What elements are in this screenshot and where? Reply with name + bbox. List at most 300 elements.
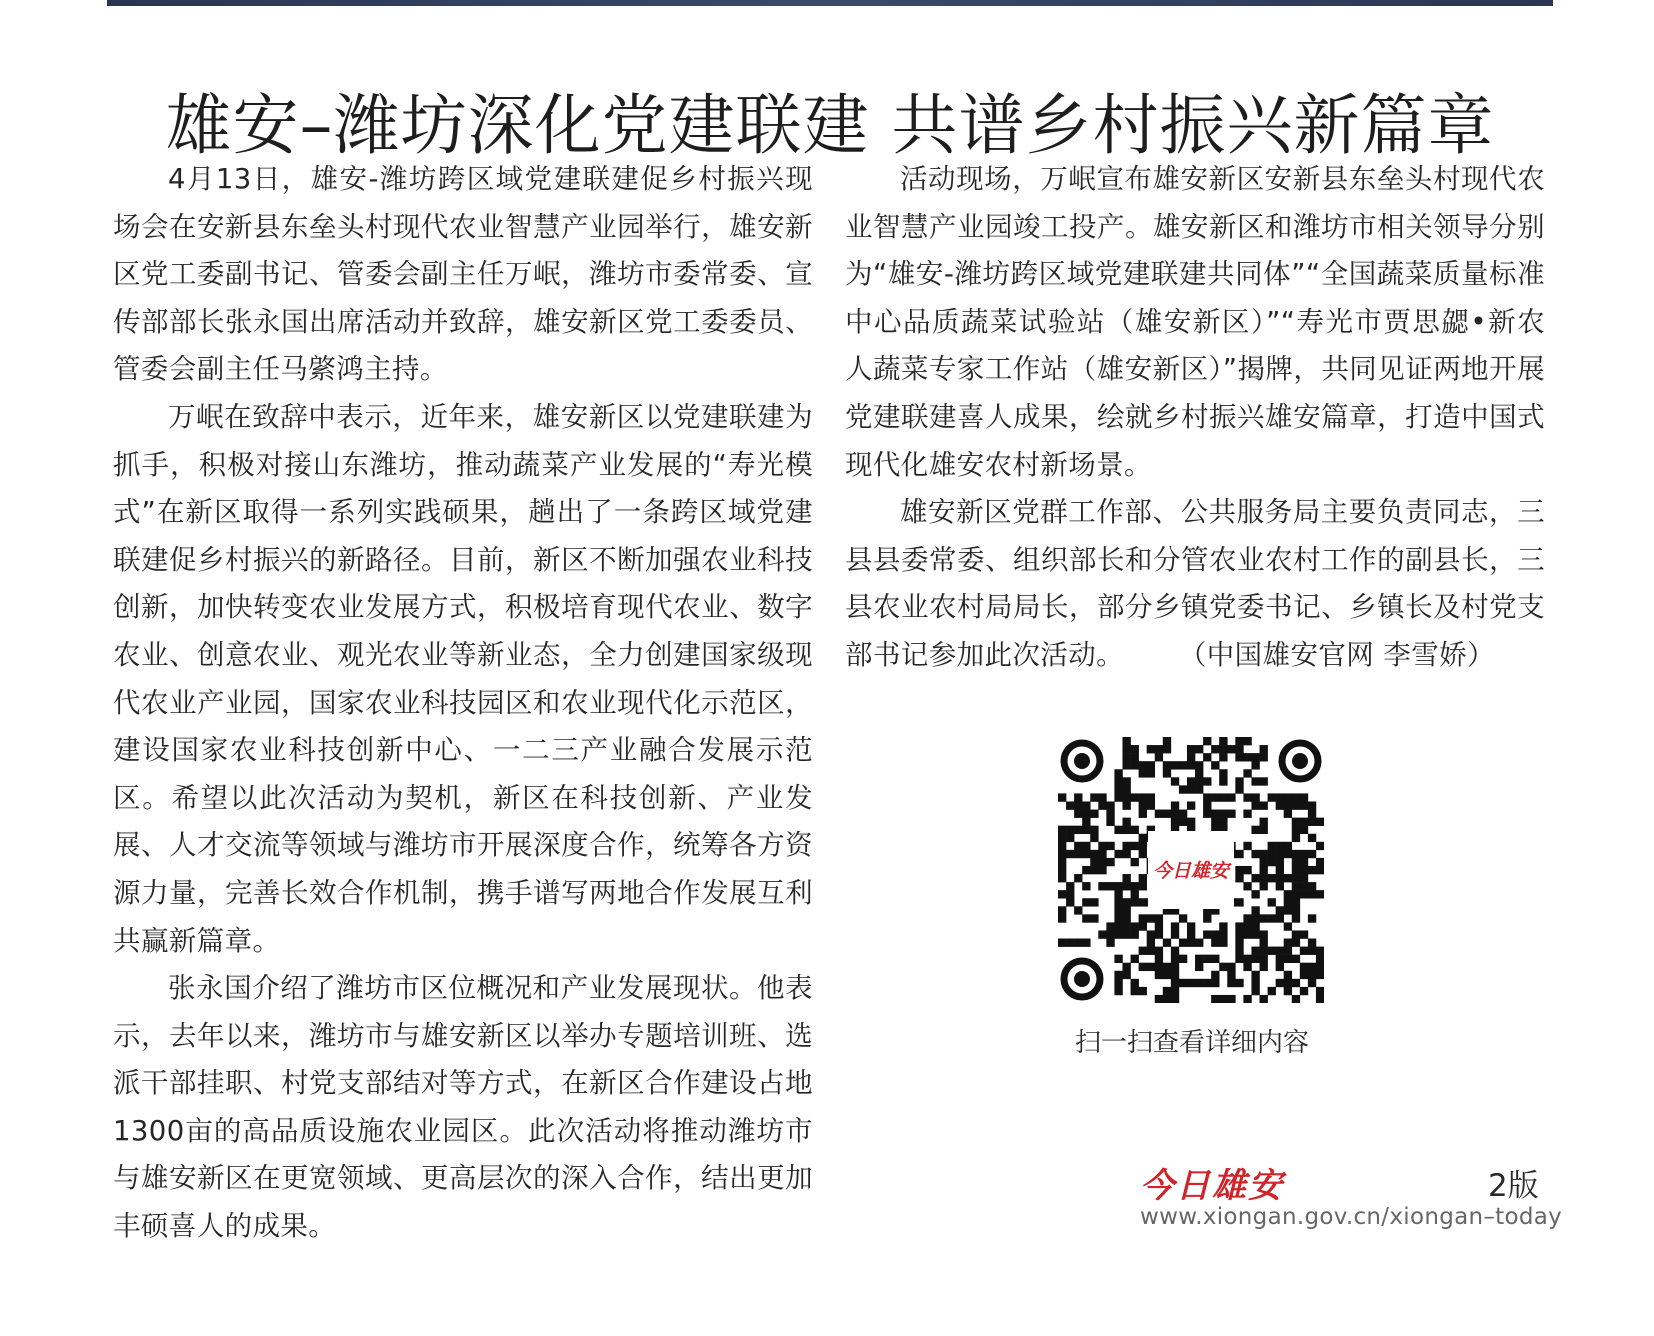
qr-module (1260, 955, 1268, 963)
qr-module (1316, 858, 1324, 866)
qr-module (1139, 963, 1147, 971)
qr-module (1300, 987, 1308, 995)
qr-module (1260, 930, 1268, 938)
qr-module (1114, 987, 1122, 995)
qr-module (1227, 810, 1235, 818)
qr-module (1219, 939, 1227, 947)
qr-module (1179, 955, 1187, 963)
qr-module (1260, 858, 1268, 866)
qr-module (1187, 761, 1195, 769)
qr-module (1139, 850, 1147, 858)
qr-module (1316, 947, 1324, 955)
qr-module (1308, 971, 1316, 979)
qr-module (1171, 971, 1179, 979)
qr-module (1131, 898, 1139, 906)
qr-module (1163, 737, 1171, 745)
qr-module (1300, 858, 1308, 866)
qr-module (1155, 753, 1163, 761)
qr-module (1308, 979, 1316, 987)
qr-module (1300, 963, 1308, 971)
qr-module (1284, 801, 1292, 809)
qr-module (1243, 810, 1251, 818)
qr-module (1316, 818, 1324, 826)
qr-module (1114, 914, 1122, 922)
qr-module (1147, 761, 1155, 769)
qr-module (1195, 745, 1203, 753)
qr-module (1276, 842, 1284, 850)
qr-module (1098, 866, 1106, 874)
qr-module (1131, 745, 1139, 753)
qr-module (1235, 930, 1243, 938)
qr-module (1187, 939, 1195, 947)
qr-module (1098, 793, 1106, 801)
qr-module (1114, 955, 1122, 963)
qr-module (1300, 874, 1308, 882)
qr-module (1090, 858, 1098, 866)
qr-module (1260, 947, 1268, 955)
qr-module (1131, 858, 1139, 866)
qr-module (1292, 818, 1300, 826)
qr-module (1235, 866, 1243, 874)
qr-module (1122, 793, 1130, 801)
qr-module (1235, 850, 1243, 858)
qr-module (1179, 914, 1187, 922)
qr-module (1187, 801, 1195, 809)
qr-module (1284, 890, 1292, 898)
publication-logo: 今日雄安 (1140, 1166, 1284, 1206)
qr-module (1163, 971, 1171, 979)
qr-module (1203, 810, 1211, 818)
qr-module (1171, 930, 1179, 938)
qr-module (1251, 971, 1259, 979)
qr-module (1187, 753, 1195, 761)
qr-module (1171, 761, 1179, 769)
qr-module (1090, 793, 1098, 801)
qr-module (1098, 858, 1106, 866)
qr-module (1171, 987, 1179, 995)
qr-module (1284, 971, 1292, 979)
qr-module (1268, 874, 1276, 882)
qr-module (1106, 818, 1114, 826)
qr-module (1139, 874, 1147, 882)
qr-module (1090, 826, 1098, 834)
qr-module (1131, 842, 1139, 850)
qr-module (1268, 914, 1276, 922)
qr-module (1171, 801, 1179, 809)
qr-module (1292, 930, 1300, 938)
qr-module (1155, 914, 1163, 922)
qr-module (1074, 850, 1082, 858)
qr-module (1308, 947, 1316, 955)
qr-module (1114, 898, 1122, 906)
qr-module (1203, 955, 1211, 963)
qr-module (1292, 939, 1300, 947)
qr-module (1122, 906, 1130, 914)
qr-module (1171, 979, 1179, 987)
qr-module (1163, 810, 1171, 818)
qr-module (1284, 922, 1292, 930)
qr-module (1235, 777, 1243, 785)
qr-module (1139, 769, 1147, 777)
qr-module (1187, 922, 1195, 930)
qr-module (1114, 906, 1122, 914)
qr-module (1082, 801, 1090, 809)
qr-module (1316, 955, 1324, 963)
qr-module (1260, 818, 1268, 826)
qr-module (1106, 858, 1114, 866)
qr-module (1195, 777, 1203, 785)
qr-module (1203, 914, 1211, 922)
qr-module (1203, 777, 1211, 785)
qr-module (1139, 793, 1147, 801)
qr-module (1147, 914, 1155, 922)
qr-module (1179, 979, 1187, 987)
qr-module (1098, 930, 1106, 938)
qr-module (1292, 914, 1300, 922)
qr-module (1082, 818, 1090, 826)
qr-module (1235, 922, 1243, 930)
qr-module (1235, 898, 1243, 906)
qr-module (1122, 785, 1130, 793)
paragraph-closing (845, 489, 1545, 679)
qr-module (1292, 834, 1300, 842)
qr-module (1276, 914, 1284, 922)
qr-module (1131, 979, 1139, 987)
qr-module (1284, 979, 1292, 987)
qr-module (1163, 987, 1171, 995)
qr-module (1074, 801, 1082, 809)
source-credit-text: （中国雄安官网 李雪娇） (1178, 638, 1495, 671)
qr-module (1243, 914, 1251, 922)
qr-module (1292, 906, 1300, 914)
qr-module (1316, 842, 1324, 850)
qr-module (1268, 858, 1276, 866)
qr-module (1243, 753, 1251, 761)
qr-module (1219, 777, 1227, 785)
website-url[interactable]: www.xiongan.gov.cn/xiongan–today (1140, 1204, 1563, 1230)
qr-module (1195, 761, 1203, 769)
qr-module (1163, 939, 1171, 947)
qr-module (1308, 818, 1316, 826)
qr-module (1122, 971, 1130, 979)
qr-module (1219, 963, 1227, 971)
qr-module (1122, 963, 1130, 971)
qr-module (1082, 882, 1090, 890)
qr-module (1122, 745, 1130, 753)
qr-module (1284, 874, 1292, 882)
qr-module (1139, 898, 1147, 906)
qr-module (1171, 777, 1179, 785)
qr-module (1284, 850, 1292, 858)
qr-module (1058, 858, 1066, 866)
qr-module (1203, 801, 1211, 809)
qr-module (1155, 922, 1163, 930)
qr-module (1308, 939, 1316, 947)
qr-module (1276, 793, 1284, 801)
qr-module (1251, 801, 1259, 809)
qr-module (1114, 890, 1122, 898)
qr-module (1227, 745, 1235, 753)
qr-module (1308, 850, 1316, 858)
qr-module (1066, 850, 1074, 858)
qr-module (1308, 890, 1316, 898)
qr-module (1243, 922, 1251, 930)
qr-module (1106, 922, 1114, 930)
qr-module (1211, 995, 1219, 1003)
qr-module (1211, 971, 1219, 979)
qr-module (1131, 890, 1139, 898)
qr-module (1106, 810, 1114, 818)
qr-module (1308, 882, 1316, 890)
qr-module (1131, 930, 1139, 938)
qr-module (1276, 882, 1284, 890)
qr-module (1300, 818, 1308, 826)
qr-module (1251, 922, 1259, 930)
qr-module (1114, 922, 1122, 930)
qr-module (1300, 890, 1308, 898)
qr-module (1155, 971, 1163, 979)
article-column-left (113, 156, 813, 1251)
qr-module (1155, 995, 1163, 1003)
qr-module (1187, 979, 1195, 987)
qr-module (1139, 914, 1147, 922)
qr-module (1284, 939, 1292, 947)
qr-module (1292, 890, 1300, 898)
qr-module (1058, 834, 1066, 842)
qr-module (1219, 922, 1227, 930)
qr-module (1300, 801, 1308, 809)
qr-module (1058, 906, 1066, 914)
qr-module (1203, 753, 1211, 761)
qr-module (1292, 850, 1300, 858)
paragraph: 4月13日，雄安-潍坊跨区域党建联建促乡村振兴现场会在安新县东垒头村现代农业智慧产业园举行，雄安新区党工委副书记、管委会副主任万岷，潍坊市委常委、宣传部部长张永国出席活动并致辞，雄安新区党工委委员、管委会副主任马綮鸿主持。 (113, 163, 813, 386)
qr-module (1260, 826, 1268, 834)
qr-module (1235, 737, 1243, 745)
qr-module (1179, 810, 1187, 818)
qr-module (1227, 793, 1235, 801)
qr-module (1316, 987, 1324, 995)
qr-module (1276, 850, 1284, 858)
qr-module (1147, 793, 1155, 801)
qr-module (1268, 842, 1276, 850)
qr-module (1147, 745, 1155, 753)
qr-module (1316, 971, 1324, 979)
qr-module (1235, 745, 1243, 753)
qr-module (1147, 930, 1155, 938)
qr-module (1195, 939, 1203, 947)
qr-module (1300, 947, 1308, 955)
qr-module (1074, 842, 1082, 850)
qr-module (1251, 850, 1259, 858)
qr-module (1219, 818, 1227, 826)
qr-module (1122, 882, 1130, 890)
qr-module (1058, 850, 1066, 858)
qr-module (1260, 850, 1268, 858)
qr-module (1219, 753, 1227, 761)
qr-module (1268, 987, 1276, 995)
qr-module (1122, 737, 1130, 745)
qr-module (1243, 842, 1251, 850)
qr-module (1066, 834, 1074, 842)
qr-module (1211, 818, 1219, 826)
qr-module (1195, 963, 1203, 971)
qr-module (1131, 882, 1139, 890)
qr-module (1260, 874, 1268, 882)
qr-module (1251, 761, 1259, 769)
qr-module (1292, 826, 1300, 834)
qr-module (1243, 737, 1251, 745)
qr-module (1251, 874, 1259, 882)
qr-module (1251, 987, 1259, 995)
qr-module (1171, 922, 1179, 930)
qr-module (1316, 866, 1324, 874)
qr-module (1251, 930, 1259, 938)
qr-module (1179, 818, 1187, 826)
qr-module (1139, 947, 1147, 955)
qr-module (1155, 963, 1163, 971)
qr-module (1114, 971, 1122, 979)
qr-module (1195, 785, 1203, 793)
qr-module (1219, 769, 1227, 777)
qr-module (1260, 801, 1268, 809)
qr-module (1171, 810, 1179, 818)
qr-module (1082, 866, 1090, 874)
qr-module (1300, 866, 1308, 874)
qr-module (1131, 753, 1139, 761)
qr-module (1251, 890, 1259, 898)
qr-module (1235, 955, 1243, 963)
qr-module (1292, 874, 1300, 882)
qr-module (1131, 987, 1139, 995)
qr-module (1082, 898, 1090, 906)
qr-module (1276, 906, 1284, 914)
qr-module (1251, 947, 1259, 955)
article-column-right (845, 156, 1545, 680)
qr-module (1066, 890, 1074, 898)
qr-module (1260, 963, 1268, 971)
qr-module (1122, 922, 1130, 930)
qr-module (1098, 801, 1106, 809)
qr-module (1235, 753, 1243, 761)
qr-module (1187, 818, 1195, 826)
qr-module (1082, 810, 1090, 818)
qr-module (1187, 785, 1195, 793)
qr-module (1251, 793, 1259, 801)
qr-module (1090, 866, 1098, 874)
qr-module (1292, 995, 1300, 1003)
qr-module (1131, 922, 1139, 930)
qr-module (1139, 810, 1147, 818)
qr-module (1211, 761, 1219, 769)
qr-module (1260, 777, 1268, 785)
qr-module (1300, 971, 1308, 979)
qr-module (1122, 914, 1130, 922)
qr-module (1195, 769, 1203, 777)
qr-module (1179, 785, 1187, 793)
qr-module (1074, 826, 1082, 834)
qr-module (1219, 930, 1227, 938)
qr-module (1308, 834, 1316, 842)
edition-label: 2版 (1488, 1168, 1539, 1204)
qr-module (1114, 826, 1122, 834)
qr-module (1292, 801, 1300, 809)
qr-module (1219, 745, 1227, 753)
qr-module (1243, 955, 1251, 963)
qr-module (1284, 810, 1292, 818)
qr-module (1114, 930, 1122, 938)
qr-module (1251, 914, 1259, 922)
qr-module (1122, 826, 1130, 834)
qr-module (1155, 930, 1163, 938)
qr-module (1082, 842, 1090, 850)
qr-module (1066, 939, 1074, 947)
qr-module (1114, 882, 1122, 890)
qr-module (1147, 801, 1155, 809)
qr-module (1163, 995, 1171, 1003)
qr-module (1163, 963, 1171, 971)
qr-module (1251, 906, 1259, 914)
qr-module (1147, 769, 1155, 777)
qr-module (1260, 939, 1268, 947)
qr-module (1235, 979, 1243, 987)
qr-module (1058, 866, 1066, 874)
qr-module (1219, 995, 1227, 1003)
top-rule (107, 0, 1553, 6)
qr-module (1171, 947, 1179, 955)
qr-module (1251, 753, 1259, 761)
qr-module (1066, 826, 1074, 834)
qr-module (1243, 769, 1251, 777)
qr-module (1211, 979, 1219, 987)
qr-module (1082, 914, 1090, 922)
qr-module (1066, 898, 1074, 906)
qr-module (1139, 922, 1147, 930)
qr-module (1316, 890, 1324, 898)
qr-module (1260, 753, 1268, 761)
qr-module (1155, 745, 1163, 753)
qr-module (1122, 898, 1130, 906)
qr-module (1171, 818, 1179, 826)
qr-module (1300, 930, 1308, 938)
qr-module (1139, 987, 1147, 995)
qr-module (1203, 737, 1211, 745)
qr-module (1131, 955, 1139, 963)
qr-module (1139, 761, 1147, 769)
qr-module (1131, 761, 1139, 769)
qr-module (1058, 793, 1066, 801)
qr-module (1058, 826, 1066, 834)
qr-module (1300, 882, 1308, 890)
qr-module (1082, 850, 1090, 858)
qr-module (1171, 955, 1179, 963)
qr-code[interactable] (1058, 737, 1324, 1003)
qr-module (1243, 995, 1251, 1003)
qr-module (1211, 793, 1219, 801)
qr-module (1179, 939, 1187, 947)
qr-module (1292, 882, 1300, 890)
qr-module (1074, 793, 1082, 801)
qr-module (1268, 793, 1276, 801)
qr-module (1308, 866, 1316, 874)
qr-module (1195, 955, 1203, 963)
qr-module (1243, 930, 1251, 938)
qr-module (1243, 882, 1251, 890)
qr-module (1090, 834, 1098, 842)
qr-module (1155, 947, 1163, 955)
qr-module (1139, 842, 1147, 850)
qr-module (1235, 874, 1243, 882)
qr-module (1251, 979, 1259, 987)
